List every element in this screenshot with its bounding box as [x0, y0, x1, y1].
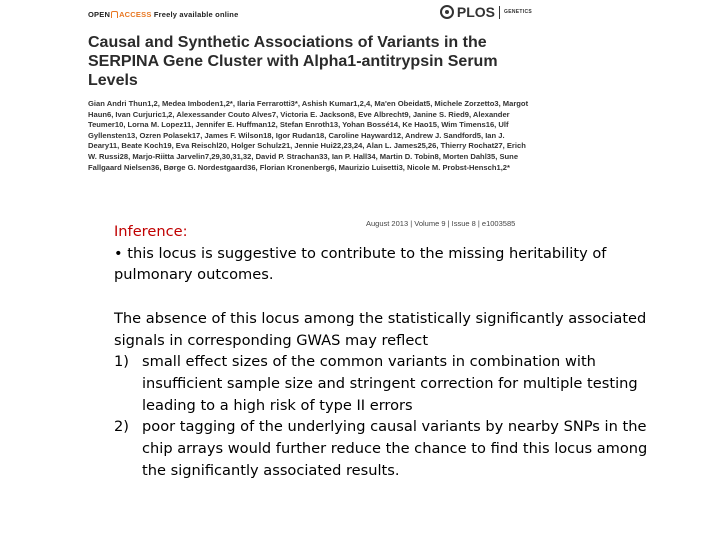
paper-title: Causal and Synthetic Associations of Variants in the SERPINA Gene Cluster with Alpha1-antitrypsin Serum Levels [88, 34, 498, 89]
open-label: OPEN [88, 10, 111, 19]
inference-text-block [114, 221, 654, 481]
journal-logo [440, 3, 532, 21]
journal-name: PLOS [456, 4, 496, 20]
publication-meta: August 2013 | Volume 9 | Issue 8 | e1003585 [366, 219, 516, 228]
bullet-line-2: pulmonary outcomes. [114, 266, 274, 284]
bullet-line-1: • this locus is suggestive to contribute to the missing heritability of [114, 244, 607, 262]
author-list: Gian Andri Thun1,2, Medea Imboden1,2*, Ilaria Ferrarotti3*, Ashish Kumar1,2,4, Ma'en Obeidat5, Michele Zorzetto3, Margot Haun6, Ivan Curjuric1,2, Alexessander Couto Alves7, Victoria E. Jackson8, Eve Albrecht9, Janine S. Ried9, Alexander Teumer10, Lorna M. Lopez11, Jennifer E. Huffman12, Stefan Enroth13, Yohan Bossé14, Ke Hao15, Wim Timens16, Ulf Gyllensten13, Ozren Polasek17, James F. Wilson18, Igor Rudan18, Caroline Hayward12, Andrew J. Sandford5, Ian J. Deary11, Beate Koch19, Eva Reischl20, Holger Schulz21, Jennie Hui22,23,24, Alan L. James25,26, Thierry Rochat27, Erich W. Russi28, Marjo-Riitta Jarvelin7,29,30,31,32, David P. Strachan33, Ian P. Hall34, Martin D. Tobin8, Morten Dahl35, Sune Fallgaard Nielsen36, Børge G. Nordestgaard36, Florian Kronenberg6, Maurizio Luisetti3, Nicole M. Probst-Hensch1,2* [88, 99, 529, 172]
logo-divider [499, 6, 500, 19]
inference-heading: Inference: [114, 223, 188, 240]
list-item-text: small effect sizes of the common variants in combination with insufficient sample size and stringent correction for multiple testing leading to a high risk of type II errors [142, 353, 638, 414]
list-item [114, 416, 654, 481]
list-item-text: poor tagging of the underlying causal variants by nearby SNPs in the chip arrays would further reduce the chance to find this locus among the significantly associated results. [142, 418, 648, 479]
access-label: ACCESS [119, 10, 152, 19]
paragraph-line-1: The absence of this locus among the statistically significantly associated [114, 309, 647, 327]
journal-subtitle: GENETICS [504, 9, 532, 15]
list-item-number: 2) [114, 418, 129, 436]
paragraph-spacer [114, 286, 654, 308]
list-item-number: 1) [114, 353, 129, 371]
freely-available-label: Freely available online [153, 10, 239, 19]
paper-header-image [86, 0, 534, 215]
paragraph-line-2: signals in corresponding GWAS may reflect [114, 331, 429, 349]
list-item [114, 351, 654, 416]
open-access-badge [88, 10, 238, 19]
plos-logo-icon [440, 5, 454, 19]
open-lock-icon [111, 11, 118, 18]
